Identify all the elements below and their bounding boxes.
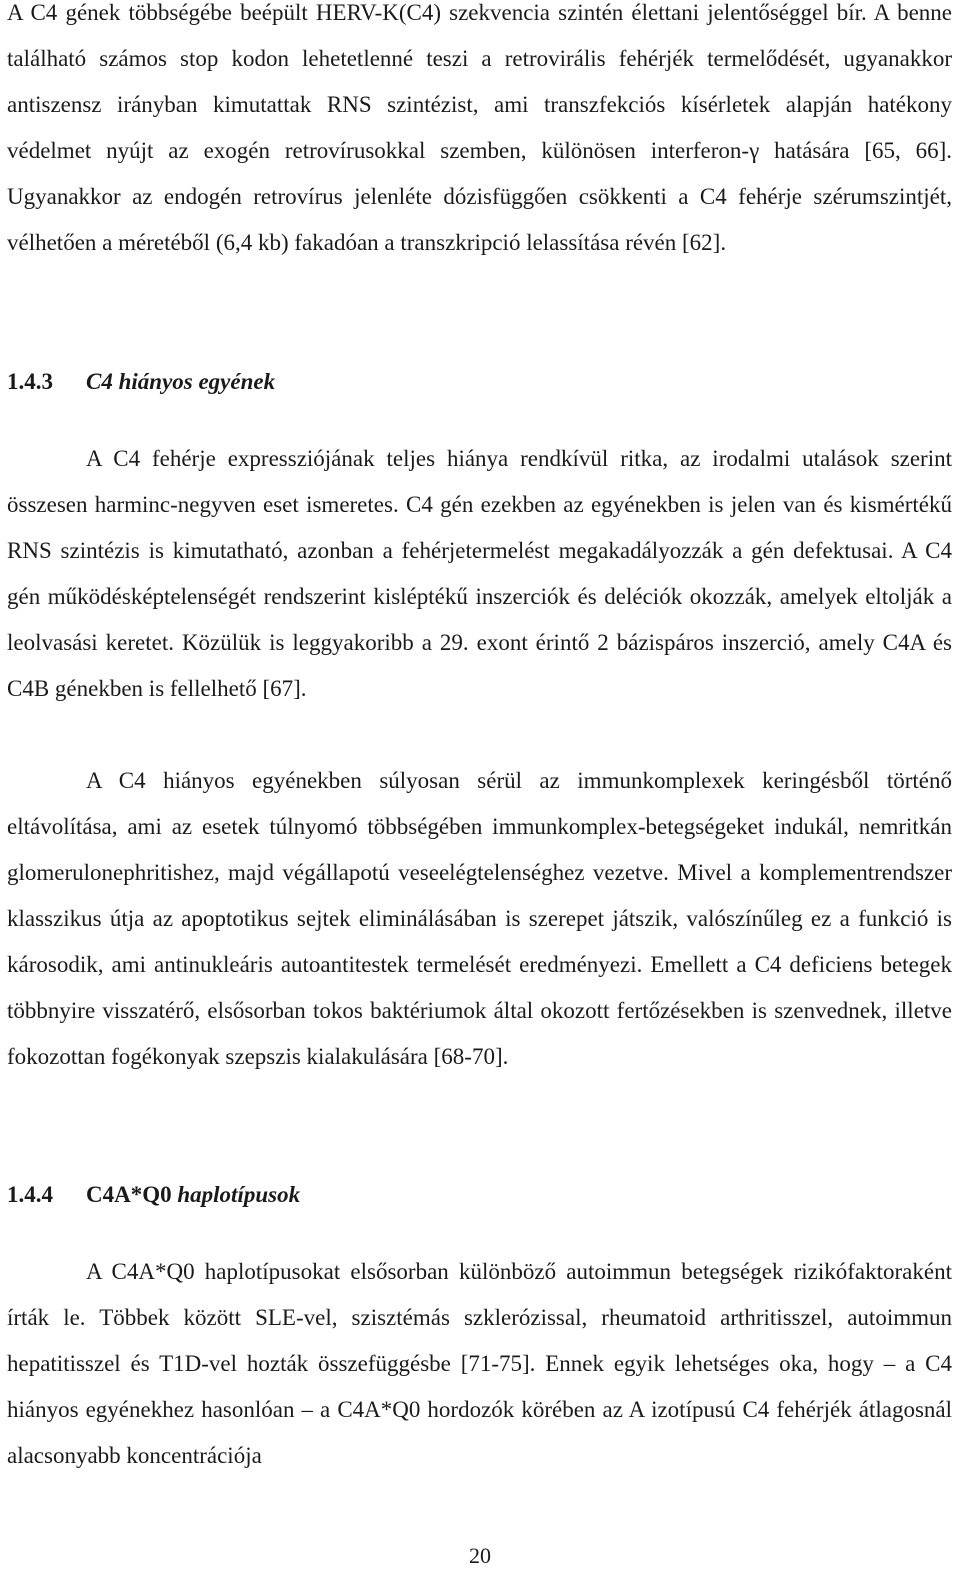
paragraph-haplotypes: A C4A*Q0 haplotípusokat elsősorban különböző autoimmun betegségek rizikófaktoraként írták le. Többek között SLE-vel, szisztémás szklerózissal, rheumatoid arthritisszel, autoimmun hepatitisszel és T1D-vel hozták összefüggésbe [71-75]. Ennek egyik lehetséges oka, hogy – a C4 hiányos egyénekhez hasonlóan – a C4A*Q0 hordozók körében az A izotípusú C4 fehérjék átlagosnál alacsonyabb koncentrációja <box>7 1259 952 1468</box>
section-number: 1.4.4 <box>7 1182 53 1207</box>
paragraph-c4-deficiency: A C4 hiányos egyénekben súlyosan sérül az immunkomplexek keringésből történő eltávolítása, ami az esetek túlnyomó többségében immunkomplex-betegségeket indukál, nemritkán glomerulonephritishez, majd végállapotú veseelégtelenséghez vezetve. Mivel a komplementrendszer klasszikus útja az apoptotikus sejtek eliminálásában is szerepet játszik, valószínűleg ez a funkció is károsodik, ami antinukleáris autoantitestek termelését eredményezi. Emellett a C4 deficiens betegek többnyire visszatérő, elsősorban tokos baktériumok által okozott fertőzésekben is szenvednek, illetve fokozottan fogékonyak szepszis kialakulására [68-70]. <box>7 768 952 1069</box>
section-title-plain: C4A*Q0 <box>86 1182 178 1207</box>
paragraph-herv-k: A C4 gének többségébe beépült HERV-K(C4) szekvencia szintén élettani jelentőséggel bír. A benne található számos stop kodon lehetetlenné teszi a retrovirális fehérjék termelődését, ugyanakkor antiszensz irányban kimutattak RNS szintézist, ami transzfekciós kísérletek alapján hatékony védelmet nyújt az exogén retrovírusokkal szemben, különösen interferon-γ hatására [65, 66]. Ugyanakkor az endogén retrovírus jelenléte dózisfüggően csökkenti a C4 fehérje szérumszintjét, vélhetően a méretéből (6,4 kb) fakadóan a transzkripció lelassítása révén [62]. <box>7 0 952 255</box>
section-title: C4 hiányos egyének <box>86 369 276 394</box>
section-number: 1.4.3 <box>7 369 53 394</box>
paragraph-c4-expression: A C4 fehérje expressziójának teljes hiánya rendkívül ritka, az irodalmi utalások szerint összesen harminc-negyven eset ismeretes. C4 gén ezekben az egyénekben is jelen van és kismértékű RNS szintézis is kimutatható, azonban a fehérjetermelést megakadályozzák a gén defektusai. A C4 gén működésképtelenségét rendszerint kisléptékű inszerciók és deléciók okozzák, amelyek eltolják a leolvasási keretet. Közülük is leggyakoribb a 29. exont érintő 2 bázispáros inszerció, amely C4A és C4B génekben is fellelhető [67]. <box>7 446 952 701</box>
page-number: 20 <box>469 1543 491 1568</box>
section-heading-1-4-4 <box>7 1180 300 1210</box>
section-title-italic: haplotípusok <box>177 1182 301 1207</box>
section-heading-1-4-3 <box>7 367 275 397</box>
